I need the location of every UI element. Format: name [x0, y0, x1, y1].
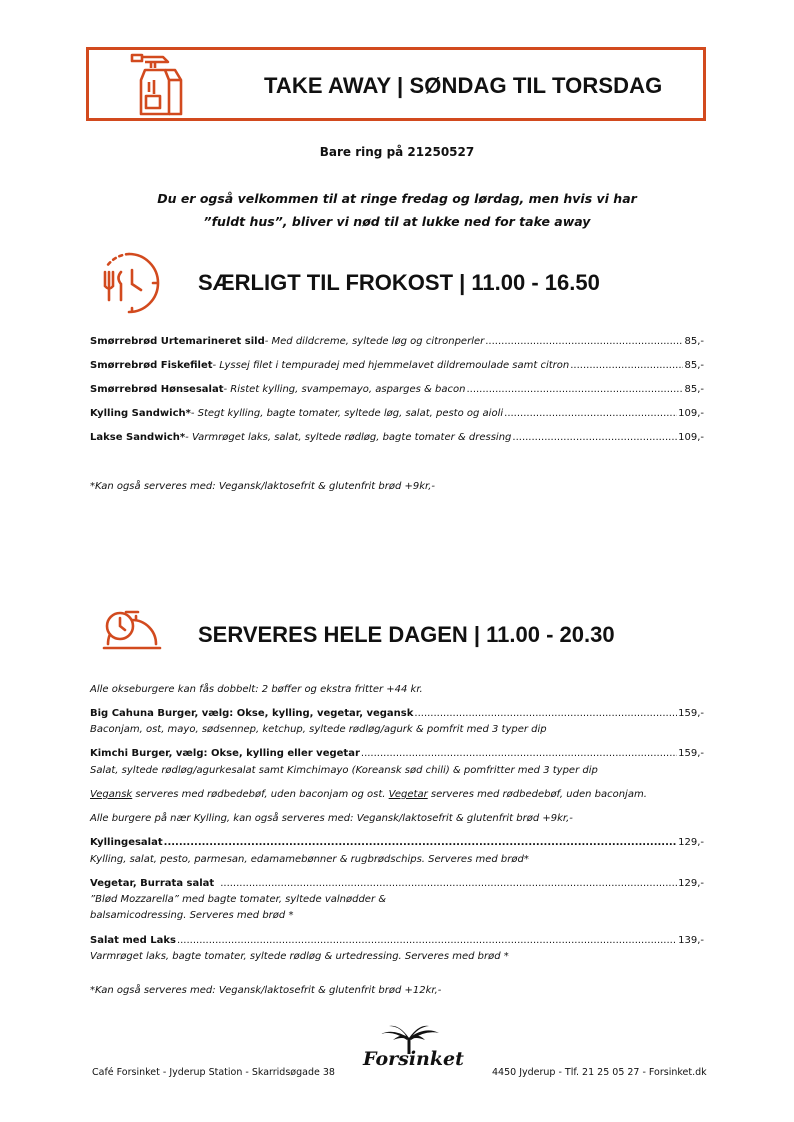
item-desc: - Ristet kylling, svampemayo, asparges & bacon — [223, 384, 466, 395]
phone-line: Bare ring på 21250527 — [319, 145, 475, 159]
menu-item — [90, 708, 704, 719]
item-name: Vegetar, Burrata salat — [90, 878, 215, 889]
item-price: 85,- — [684, 384, 704, 395]
takeaway-banner — [86, 47, 706, 121]
item-name: Big Cahuna Burger, vælg: Okse, kylling, vegetar, vegansk — [90, 708, 414, 719]
notice-line-2: ”fuldt hus”, bliver vi nød til at lukke ned for take away — [203, 214, 591, 229]
chicken-note: Alle burgere på nær Kylling, kan også serveres med: Vegansk/laktosefrit & glutenfrit brød +9kr,- — [90, 813, 573, 824]
lunch-item — [90, 408, 704, 419]
item-price: 109,- — [678, 432, 704, 443]
item-desc: Baconjam, ost, mayo, sødsennep, ketchup, syltede rødløg/agurk & pomfrit med 3 typer dip — [90, 724, 547, 735]
item-name: Kyllingesalat — [90, 837, 163, 848]
lunch-item — [90, 384, 704, 395]
item-desc: - Med dildcreme, syltede løg og citronperler — [264, 336, 485, 347]
cloche-clock-icon — [102, 606, 162, 654]
item-desc: Salat, syltede rødløg/agurkesalat samt Kimchimayo (Koreansk sød chili) & pomfritter med 3 typer dip — [90, 765, 598, 776]
lunch-title: SÆRLIGT TIL FROKOST | 11.00 - 16.50 — [198, 270, 600, 295]
lunch-note: *Kan også serveres med: Vegansk/laktosefrit & glutenfrit brød +9kr,- — [90, 481, 435, 492]
banner-title: TAKE AWAY | SØNDAG TIL TORSDAG — [264, 73, 663, 98]
menu-item — [90, 935, 704, 946]
item-desc: balsamicodressing. Serveres med brød * — [90, 910, 294, 921]
item-desc: - Varmrøget laks, salat, syltede rødløg, bagte tomater & dressing — [185, 432, 512, 443]
item-desc: Varmrøget laks, bagte tomater, syltede rødløg & urtedressing. Serveres med brød * — [90, 951, 509, 962]
item-name: Smørrebrød Fiskefilet — [90, 360, 213, 371]
clock-cutlery-icon — [99, 250, 165, 316]
item-price: 109,- — [678, 408, 704, 419]
item-name: Smørrebrød Hønsesalat — [90, 384, 224, 395]
item-price: 129,- — [678, 837, 704, 848]
item-name: Salat med Laks — [90, 935, 176, 946]
item-name: Kylling Sandwich* — [90, 408, 191, 419]
item-desc: ”Blød Mozzarella” med bagte tomater, syltede valnødder & — [90, 894, 387, 905]
vegan-rest: serveres med rødbedebøf, uden baconjam og ost. — [132, 789, 389, 800]
item-price: 85,- — [684, 336, 704, 347]
lunch-item — [90, 432, 704, 443]
allday-title: SERVERES HELE DAGEN | 11.00 - 20.30 — [198, 622, 615, 647]
vegan-word: Vegansk — [90, 789, 133, 800]
menu-item — [90, 878, 704, 889]
vegetar-word: Vegetar — [388, 789, 428, 800]
menu-item — [90, 837, 704, 848]
allday-note: *Kan også serveres med: Vegansk/laktosefrit & glutenfrit brød +12kr,- — [90, 985, 442, 996]
lunch-item — [90, 336, 704, 347]
logo-text: Forsinket — [363, 1048, 464, 1070]
notice-line-1: Du er også velkommen til at ringe fredag og lørdag, men hvis vi har — [157, 191, 637, 206]
item-price: 159,- — [678, 708, 704, 719]
item-name: Kimchi Burger, vælg: Okse, kylling eller vegetar — [90, 748, 360, 759]
forsinket-logo — [363, 1024, 464, 1084]
allday-intro: Alle okseburgere kan fås dobbelt: 2 bøffer og ekstra fritter +44 kr. — [90, 684, 423, 695]
vegetar-rest: serveres med rødbedebøf, uden baconjam. — [427, 789, 647, 800]
lunch-item — [90, 360, 704, 371]
item-name: Smørrebrød Urtemarineret sild — [90, 336, 265, 347]
footer-contact: 4450 Jyderup - Tlf. 21 25 05 27 - Forsinket.dk — [492, 1067, 707, 1078]
footer-address: Café Forsinket - Jyderup Station - Skarridsøgade 38 — [92, 1067, 335, 1078]
item-desc: - Lyssej filet i tempuradej med hjemmelavet dildremoulade samt citron — [212, 360, 570, 371]
item-price: 159,- — [678, 748, 704, 759]
item-desc: Kylling, salat, pesto, parmesan, edamamebønner & rugbrødschips. Serveres med brød* — [90, 854, 529, 865]
takeaway-bag-icon — [129, 52, 209, 118]
item-name: Lakse Sandwich* — [90, 432, 186, 443]
item-price: 139,- — [678, 935, 704, 946]
item-price: 129,- — [678, 878, 704, 889]
vegan-note — [90, 789, 647, 800]
item-desc: - Stegt kylling, bagte tomater, syltede løg, salat, pesto og aioli — [190, 408, 504, 419]
item-price: 85,- — [684, 360, 704, 371]
menu-item — [90, 748, 704, 759]
